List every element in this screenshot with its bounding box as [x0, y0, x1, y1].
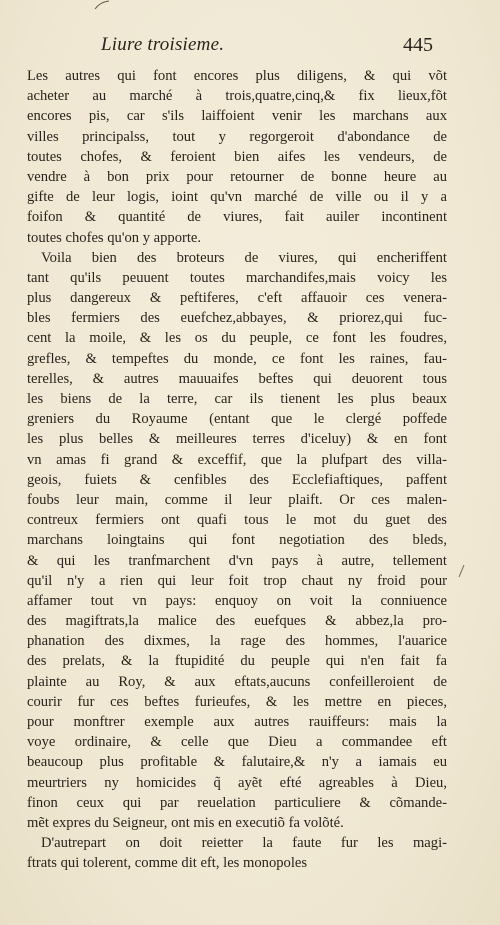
text-line: foifon & quantité de viures, fait auiler incontinent	[27, 209, 447, 226]
text-line: Voila bien des broteurs de viures, qui encheriffent	[41, 249, 447, 266]
text-line: affamer tout vn pays: enquoy on voit la conniuence	[27, 592, 447, 609]
text-line: finon ceux qui par reuelation particuliere & cõmande-	[27, 794, 447, 811]
text-line: des magiftrats,la malice des euefques & abbez,la pro-	[27, 613, 447, 630]
text-line: D'autrepart on doit reietter la faute fur les magi-	[41, 835, 447, 852]
text-line: vn amas fi grand & exceffif, que la plufpart des villa-	[27, 451, 447, 468]
running-title: Liure troisieme.	[101, 34, 225, 55]
text-line: vendre à bon prix pour retourner de bonne heure au	[27, 168, 447, 185]
text-line: contreux fermiers ont quafi tous le mot du guet des	[27, 512, 447, 529]
text-line: voye ordinaire, & celle que Dieu a commandee eft	[27, 734, 447, 751]
text-line: des prelats, & la ftupidité du peuple qui n'en fait fa	[27, 653, 447, 670]
text-line: foubs leur main, comme il leur plaift. Or ces malen-	[27, 491, 447, 508]
text-line: qu'il n'y a rien qui leur foit trop chaut ny froid pour	[27, 572, 447, 589]
text-line: villes principalss, tout y regorgeroit d'abondance de	[27, 128, 447, 145]
text-line: ftrats qui tolerent, comme dit eft, les monopoles	[27, 855, 308, 872]
text-line: toutes chofes, & feroient bien aifes les vendeurs, de	[27, 148, 447, 165]
ink-mark-icon	[94, 0, 110, 10]
text-line: encores pis, car s'ils laiffoient venir les marchans aux	[27, 108, 447, 125]
body-text	[27, 66, 447, 874]
text-line: acheter au marché à trois,quatre,cinq,& fix lieux,fõt	[27, 88, 447, 105]
text-line: grefles, & tempeftes du monde, ce font les raines, fau-	[27, 350, 447, 367]
text-line: geois, fuiets & cenfibles des Ecclefiaftiques, paffent	[27, 471, 447, 488]
text-line: les plus belles & meilleures terres d'iceluy) & en font	[27, 431, 447, 448]
text-line: beaucoup plus profitable & falutaire,& n'y a iamais eu	[27, 754, 447, 771]
page-number: 445	[403, 34, 433, 56]
text-line: plus dangereux & peftiferes, c'eft affauoir ces venera-	[27, 290, 447, 307]
text-line: bles fermiers des euefchez,abbayes, & priorez,qui fuc-	[27, 310, 447, 327]
text-line: tant qu'ils peuuent toutes marchandifes,mais voicy les	[27, 269, 447, 286]
text-line: & qui les tranfmarchent d'vn pays à autre, tellement	[27, 552, 447, 569]
text-line: pour monftrer exemple aux autres rauiffeurs: mais la	[27, 714, 447, 730]
margin-mark-icon	[456, 564, 466, 578]
text-line: courir fur ces beftes furieufes, & les mettre en pieces,	[27, 693, 447, 710]
text-line: greniers du Royaume (entant que le clergé poffede	[27, 411, 447, 428]
text-line: plainte au Roy, & aux eftats,aucuns confeilleroient de	[27, 673, 447, 690]
text-line: les biens de la terre, car ils tienent les plus beaux	[27, 391, 447, 407]
page-header	[0, 34, 500, 64]
text-line: gifte de leur logis, ioint qu'vn marché de ville ou il y a	[27, 189, 447, 206]
text-line: mẽt expres du Seigneur, ont mis en executiõ fa volõté.	[27, 814, 344, 831]
text-line: Les autres qui font encores plus diligens, & qui võt	[27, 68, 447, 84]
text-line: toutes chofes qu'on y apporte.	[27, 229, 202, 246]
text-line: marchans loingtains qui font negotiation des bleds,	[27, 532, 447, 549]
text-line: terelles, & autres mauuaifes beftes qui deuorent tous	[27, 370, 447, 387]
text-line: cent la moile, & les os du peuple, ce font les foudres,	[27, 330, 447, 347]
text-line: phanation des dixmes, la rage des hommes, l'auarice	[27, 633, 447, 650]
text-line: meurtriers ny homicides q̃ ayẽt efté agreables à Dieu,	[27, 774, 447, 791]
